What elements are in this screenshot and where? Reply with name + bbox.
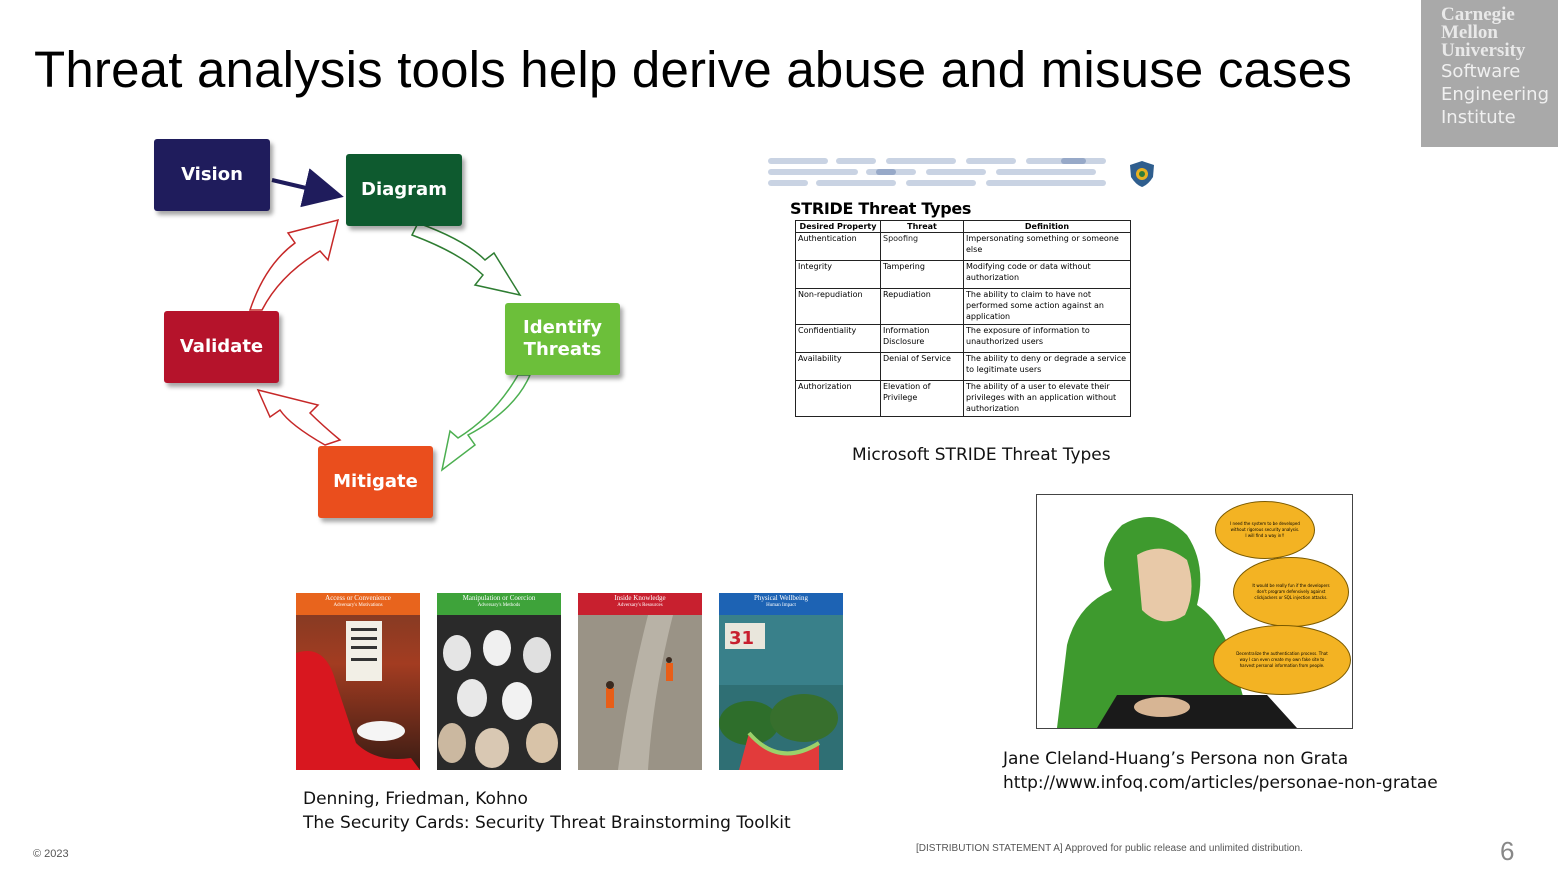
table-row bbox=[796, 353, 1131, 381]
cards-caption-title: The Security Cards: Security Threat Brainstorming Toolkit bbox=[303, 813, 791, 833]
table-cell: Impersonating something or someone else bbox=[964, 233, 1131, 261]
logo-line: Institute bbox=[1441, 107, 1516, 128]
table-cell: The exposure of information to unauthorized users bbox=[964, 325, 1131, 353]
card-photo bbox=[578, 593, 702, 770]
card-title: Physical Wellbeing bbox=[754, 594, 808, 602]
mitigate-to-validate-arrow bbox=[258, 390, 340, 445]
card-subtitle: Adversary's Methods bbox=[477, 603, 521, 608]
logo-line: University bbox=[1441, 40, 1526, 61]
cmu-sei-logo bbox=[1421, 0, 1558, 147]
page-number: 6 bbox=[1500, 836, 1515, 866]
table-cell: Non-repudiation bbox=[796, 289, 881, 325]
card-header bbox=[296, 593, 420, 615]
cards-caption-authors: Denning, Friedman, Kohno bbox=[303, 789, 528, 809]
table-cell: Modifying code or data without authorization bbox=[964, 261, 1131, 289]
stride-caption: Microsoft STRIDE Threat Types bbox=[852, 445, 1111, 465]
identify-label: Identify bbox=[523, 317, 602, 338]
stride-header-banner bbox=[766, 155, 1166, 195]
speech-bubble: I need the system to be developed without rigorous security analysis. I will find a way in!! bbox=[1215, 501, 1315, 559]
table-cell: Repudiation bbox=[881, 289, 964, 325]
card-photo bbox=[437, 593, 561, 770]
table-cell: Authorization bbox=[796, 381, 881, 417]
card-photo bbox=[296, 593, 420, 770]
distribution-statement: [DISTRIBUTION STATEMENT A] Approved for public release and unlimited distribution. bbox=[916, 843, 1303, 854]
table-cell: Elevation of Privilege bbox=[881, 381, 964, 417]
column-header: Definition bbox=[964, 221, 1131, 233]
identify-to-mitigate-arrow bbox=[442, 375, 530, 470]
persona-caption bbox=[1003, 747, 1438, 795]
table-cell: The ability to claim to have not performed some action against an application bbox=[964, 289, 1131, 325]
diagram-box: Diagram bbox=[346, 154, 462, 226]
card-subtitle: Human Impact bbox=[766, 603, 796, 608]
logo-line: Software bbox=[1441, 61, 1521, 82]
card-title: Inside Knowledge bbox=[614, 594, 666, 602]
table-row bbox=[796, 381, 1131, 417]
table-row bbox=[796, 261, 1131, 289]
column-header: Threat bbox=[881, 221, 964, 233]
mitigate-box: Mitigate bbox=[318, 446, 433, 518]
table-cell: Availability bbox=[796, 353, 881, 381]
table-cell: Denial of Service bbox=[881, 353, 964, 381]
table-header-row bbox=[796, 221, 1131, 233]
card-photo bbox=[719, 593, 843, 770]
threats-label: Threats bbox=[523, 339, 602, 360]
speech-bubble: It would be really fun if the developers don't program defensively against clickjackers or SQL injection attacks. bbox=[1233, 557, 1349, 627]
vision-box: Vision bbox=[154, 139, 270, 211]
table-cell: Confidentiality bbox=[796, 325, 881, 353]
logo-line: Engineering bbox=[1441, 84, 1549, 105]
card-manipulation-coercion bbox=[437, 593, 561, 770]
table-row bbox=[796, 325, 1131, 353]
card-physical-wellbeing bbox=[719, 593, 843, 770]
cards-caption bbox=[303, 787, 791, 835]
card-inside-knowledge bbox=[578, 593, 702, 770]
card-header bbox=[437, 593, 561, 615]
stride-title: STRIDE Threat Types bbox=[790, 199, 972, 218]
card-access-convenience bbox=[296, 593, 420, 770]
card-header bbox=[578, 593, 702, 615]
table-row bbox=[796, 233, 1131, 261]
svg-text:31: 31 bbox=[729, 628, 755, 649]
vision-to-diagram-arrow bbox=[272, 180, 336, 195]
table-cell: Spoofing bbox=[881, 233, 964, 261]
card-title: Access or Convenience bbox=[325, 594, 391, 602]
speech-bubble: Decentralize the authentication process. That way I can even create my own fake site to harvest personal information from people. bbox=[1213, 625, 1351, 695]
stride-table bbox=[795, 220, 1131, 417]
slide-title: Threat analysis tools help derive abuse and misuse cases bbox=[34, 41, 1353, 98]
stride-figure bbox=[766, 155, 1166, 445]
validate-box: Validate bbox=[164, 311, 279, 383]
card-header bbox=[719, 593, 843, 615]
table-cell: Integrity bbox=[796, 261, 881, 289]
card-title: Manipulation or Coercion bbox=[462, 594, 536, 602]
logo-line: Carnegie bbox=[1441, 4, 1515, 25]
table-cell: Tampering bbox=[881, 261, 964, 289]
table-cell: The ability to deny or degrade a service to legitimate users bbox=[964, 353, 1131, 381]
table-cell: Authentication bbox=[796, 233, 881, 261]
table-cell: Information Disclosure bbox=[881, 325, 964, 353]
persona-caption-url: http://www.infoq.com/articles/personae-non-gratae bbox=[1003, 773, 1438, 793]
copyright: © 2023 bbox=[33, 848, 69, 860]
card-subtitle: Adversary's Resources bbox=[617, 603, 663, 608]
table-row bbox=[796, 289, 1131, 325]
validate-to-diagram-arrow bbox=[250, 220, 338, 310]
table-cell: The ability of a user to elevate their privileges with an application without authorization bbox=[964, 381, 1131, 417]
identify-threats-box bbox=[505, 303, 620, 375]
persona-image bbox=[1036, 494, 1353, 729]
logo-line: Mellon bbox=[1441, 22, 1498, 43]
column-header: Desired Property bbox=[796, 221, 881, 233]
persona-caption-title: Jane Cleland-Huang’s Persona non Grata bbox=[1003, 749, 1349, 769]
card-subtitle: Adversary's Motivations bbox=[333, 603, 383, 608]
diagram-to-identify-arrow bbox=[412, 223, 520, 295]
